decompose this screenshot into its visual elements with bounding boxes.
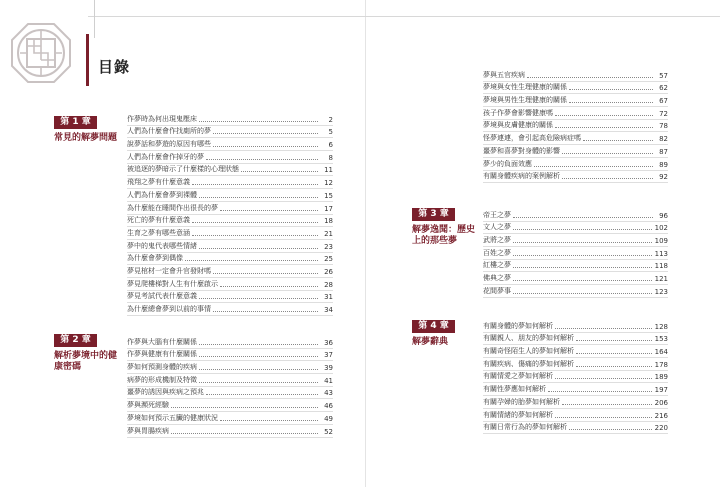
toc-entry-title: 人們為什麼會夢到裸體: [127, 190, 197, 199]
toc-entry-page: 31: [324, 293, 333, 302]
toc-entry[interactable]: [127, 336, 333, 349]
toc-entry-page: 49: [324, 414, 333, 423]
toc-entry-title: 有關孕婦的胎夢如何解析: [483, 397, 560, 406]
toc-entry-page: 6: [328, 141, 333, 150]
dot-leader: [171, 432, 318, 434]
toc-entry[interactable]: [483, 120, 668, 133]
toc-entry[interactable]: [127, 291, 333, 304]
toc-entry-title: 為什麼會夢到偶像: [127, 254, 183, 263]
toc-entry-page: 2: [328, 115, 333, 124]
toc-entry-title: 死亡的夢有什麼意義: [127, 216, 190, 225]
toc-entry[interactable]: [483, 409, 668, 422]
toc-entry-title: 作夢與大腦有什麼關係: [127, 337, 197, 346]
toc-entry-title: 人們為什麼會作找廁所的夢: [127, 127, 211, 136]
dot-leader: [562, 403, 652, 405]
toc-entry[interactable]: [127, 399, 333, 412]
toc-entry-title: 病夢的形成機制及特徵: [127, 375, 197, 384]
dot-leader: [199, 355, 318, 357]
chapter-badge: 第 3 章: [412, 208, 455, 221]
toc-entry-title: 夢少的負面效應: [483, 159, 532, 168]
dot-leader: [220, 285, 318, 287]
toc-entry[interactable]: [127, 215, 333, 228]
dot-leader: [213, 145, 318, 147]
toc-entry[interactable]: [483, 234, 668, 247]
toc-entry-page: 26: [324, 267, 333, 276]
toc-entry-title: 武將之夢: [483, 236, 511, 245]
toc-entry-page: 118: [654, 262, 668, 271]
dot-leader: [213, 132, 318, 134]
dot-leader: [185, 259, 318, 261]
toc-entry-page: 17: [324, 204, 333, 213]
toc-entry-title: 夢境與男性生理健康的關係: [483, 96, 567, 105]
toc-entry-title: 被追逐的夢暗示了什麼樣的心理狀態: [127, 165, 239, 174]
dot-leader: [513, 292, 652, 294]
toc-entry[interactable]: [127, 412, 333, 425]
toc-entry-title: 百姓之夢: [483, 248, 511, 257]
dot-leader: [555, 377, 652, 379]
toc-entry[interactable]: [127, 253, 333, 266]
toc-entry[interactable]: [483, 132, 668, 145]
dot-leader: [513, 216, 653, 218]
dot-leader: [220, 419, 318, 421]
toc-entry-title: 有關身體的夢如何解析: [483, 321, 553, 330]
chapter-title: 解夢辭典: [412, 337, 449, 347]
toc-entry-page: 39: [324, 364, 333, 373]
toc-entry[interactable]: [127, 425, 333, 438]
toc-entry-page: 89: [659, 160, 668, 169]
toc-entry[interactable]: [127, 349, 333, 362]
toc-entry[interactable]: [127, 227, 333, 240]
toc-entry[interactable]: [127, 164, 333, 177]
toc-entry[interactable]: [127, 126, 333, 139]
dot-leader: [213, 272, 318, 274]
dot-leader: [199, 343, 318, 345]
toc-entry-page: 109: [654, 237, 668, 246]
toc-entry-page: 5: [328, 128, 333, 137]
toc-entry[interactable]: [127, 138, 333, 151]
chapter-1-label: [54, 116, 118, 144]
toc-entry-title: 孩子作夢會影響健康嗎: [483, 108, 553, 117]
toc-entry[interactable]: [127, 374, 333, 387]
toc-entry-page: 128: [654, 322, 668, 331]
chapter-title: 解夢逸聞：歷史上的那些夢: [412, 225, 476, 246]
dot-leader: [555, 126, 653, 128]
dot-leader: [534, 165, 653, 167]
toc-entry-page: 52: [324, 427, 333, 436]
toc-entry-page: 8: [328, 153, 333, 162]
toc-entry[interactable]: [483, 69, 668, 82]
toc-entry-page: 113: [654, 249, 668, 258]
toc-entry-title: 夢中的鬼代表哪些情緒: [127, 241, 197, 250]
dot-leader: [206, 158, 318, 160]
header-divider: [94, 0, 95, 38]
toc-entry[interactable]: [483, 145, 668, 158]
toc-entry-page: 153: [654, 335, 668, 344]
toc-entry-page: 23: [324, 242, 333, 251]
dot-leader: [192, 234, 318, 236]
toc-entry-page: 72: [659, 109, 668, 118]
toc-entry[interactable]: [483, 209, 668, 222]
toc-entry-page: 82: [659, 135, 668, 144]
toc-entry-page: 11: [324, 166, 333, 175]
toc-entry-page: 92: [659, 173, 668, 182]
dot-leader: [555, 327, 652, 329]
toc-entry-page: 216: [654, 411, 668, 420]
toc-entry[interactable]: [483, 82, 668, 95]
dot-leader: [562, 177, 653, 179]
toc-entry[interactable]: [483, 383, 668, 396]
dot-leader: [213, 310, 318, 312]
toc-entry-title: 夢與瀕死經驗: [127, 401, 169, 410]
toc-entry-title: 夢如何預測身體的疾病: [127, 363, 197, 372]
dot-leader: [569, 101, 653, 103]
toc-entry[interactable]: [483, 371, 668, 384]
toc-entry-title: 有關日常行為的夢如何解析: [483, 423, 567, 432]
toc-entry-page: 15: [324, 191, 333, 200]
dot-leader: [555, 416, 652, 418]
toc-entry-title: 有關性夢應如何解析: [483, 385, 546, 394]
toc-entry-page: 220: [654, 424, 668, 433]
toc-entry-title: 花間夢事: [483, 286, 511, 295]
dot-leader: [555, 114, 653, 116]
toc-entry[interactable]: [483, 333, 668, 346]
toc-entry-title: 文人之夢: [483, 223, 511, 232]
dot-leader: [199, 297, 318, 299]
toc-entry-title: 作夢時為何出現鬼壓床: [127, 114, 197, 123]
toc-entry[interactable]: [483, 158, 668, 171]
toc-entry-title: 夢見爬樓梯對人生有什麼啟示: [127, 279, 218, 288]
dot-leader: [583, 139, 653, 141]
dot-leader: [513, 279, 652, 281]
toc-entry-page: 34: [324, 306, 333, 314]
toc-entry[interactable]: [127, 387, 333, 400]
toc-entry-page: 102: [654, 224, 668, 233]
toc-entry[interactable]: [483, 260, 668, 273]
toc-entry-title: 夢與五官疾病: [483, 70, 525, 79]
toc-entry-page: 178: [654, 360, 668, 369]
toc-entry[interactable]: [127, 278, 333, 291]
dot-leader: [199, 196, 318, 198]
title-accent-bar: [86, 34, 89, 86]
dot-leader: [548, 390, 652, 392]
dot-leader: [513, 266, 652, 268]
toc-entry-page: 37: [324, 351, 333, 360]
toc-entry-title: 紅樓之夢: [483, 261, 511, 270]
dot-leader: [171, 406, 318, 408]
dot-leader: [562, 152, 653, 154]
toc-entry-title: 夢見棺材一定會升官發財嗎: [127, 266, 211, 275]
chapter-3-label: [412, 208, 476, 247]
toc-entry[interactable]: [483, 358, 668, 371]
toc-entry-title: 有關情愛之夢如何解析: [483, 372, 553, 381]
toc-entry-page: 96: [659, 211, 668, 220]
dot-leader: [569, 88, 653, 90]
chapter-title: 常見的解夢問題: [54, 133, 118, 143]
toc-entry-page: 62: [659, 84, 668, 93]
dot-leader: [192, 221, 318, 223]
toc-entry-title: 說夢話和夢遊的原因有哪些: [127, 140, 211, 149]
toc-entry-title: 有關情緒的夢如何解析: [483, 410, 553, 419]
toc-entry-page: 87: [659, 147, 668, 156]
dot-leader: [576, 339, 652, 341]
dot-leader: [199, 247, 318, 249]
toc-entry-title: 夢見考試代表什麼意義: [127, 292, 197, 301]
toc-entry-title: 人們為什麼會作掉牙的夢: [127, 152, 204, 161]
toc-entry[interactable]: [483, 171, 668, 184]
toc-entry-title: 生育之夢有哪些意涵: [127, 228, 190, 237]
toc-entry-title: 夢與胃腸疾病: [127, 426, 169, 435]
chapter-badge: 第 1 章: [54, 116, 97, 129]
toc-entry-title: 有關親人、朋友的夢如何解析: [483, 334, 574, 343]
dot-leader: [576, 365, 652, 367]
chapter-1-toc: [127, 113, 333, 316]
toc-entry-title: 帝王之夢: [483, 210, 511, 219]
page-title: 目錄: [98, 58, 131, 76]
page-gutter: [365, 0, 366, 487]
chapter-2-toc: [127, 336, 333, 438]
chapter-2-toc-continued: [483, 69, 668, 183]
chapter-2-label: [54, 334, 118, 373]
toc-entry-page: 43: [324, 389, 333, 398]
toc-entry[interactable]: [127, 361, 333, 374]
chapter-badge: 第 4 章: [412, 320, 455, 333]
dot-leader: [527, 76, 653, 78]
toc-entry-title: 有關身體疾病的案例解析: [483, 172, 560, 181]
chapter-3-toc: [483, 209, 668, 298]
toc-entry[interactable]: [127, 113, 333, 126]
toc-entry-title: 飛翔之夢有什麼意義: [127, 178, 190, 187]
toc-entry[interactable]: [127, 176, 333, 189]
toc-entry[interactable]: [483, 247, 668, 260]
dot-leader: [241, 170, 318, 172]
chapter-4-label: [412, 320, 476, 348]
toc-entry-title: 噩夢和喜夢對身體的影響: [483, 146, 560, 155]
toc-entry-title: 有關疾病、傷痛的夢如何解析: [483, 359, 574, 368]
toc-entry-page: 206: [654, 398, 668, 407]
toc-entry-page: 197: [654, 386, 668, 395]
header-rule: [88, 16, 720, 17]
toc-entry-page: 21: [324, 229, 333, 238]
dot-leader: [569, 428, 652, 430]
toc-entry[interactable]: [483, 272, 668, 285]
toc-entry[interactable]: [483, 422, 668, 435]
toc-entry-page: 46: [324, 402, 333, 411]
toc-entry[interactable]: [483, 94, 668, 107]
toc-entry-page: 67: [659, 97, 668, 106]
toc-entry[interactable]: [483, 320, 668, 333]
toc-entry[interactable]: [483, 396, 668, 409]
toc-entry[interactable]: [483, 107, 668, 120]
dot-leader: [192, 183, 318, 185]
toc-entry[interactable]: [127, 265, 333, 278]
chapter-title: 解析夢境中的健康密碼: [54, 351, 118, 372]
toc-entry[interactable]: [127, 202, 333, 215]
toc-entry-page: 78: [659, 122, 668, 131]
toc-entry[interactable]: [127, 189, 333, 202]
dot-leader: [513, 228, 652, 230]
toc-entry-page: 57: [659, 71, 668, 80]
toc-entry[interactable]: [127, 240, 333, 253]
chapter-badge: 第 2 章: [54, 334, 97, 347]
toc-entry-title: 夢境與皮膚健康的關係: [483, 121, 553, 130]
dot-leader: [199, 368, 318, 370]
toc-entry-title: 有關奇怪陌生人的夢如何解析: [483, 347, 574, 356]
toc-entry-page: 18: [324, 217, 333, 226]
toc-entry-title: 怪夢連連，會引起高危險病症嗎: [483, 134, 581, 143]
toc-entry-title: 佛典之夢: [483, 274, 511, 283]
toc-entry-page: 189: [654, 373, 668, 382]
dot-leader: [206, 393, 318, 395]
toc-entry-title: 夢境如何預示五臟的健康狀況: [127, 413, 218, 422]
dot-leader: [220, 209, 318, 211]
toc-entry[interactable]: [483, 285, 668, 298]
dot-leader: [513, 254, 652, 256]
toc-entry[interactable]: [127, 151, 333, 164]
toc-entry-title: 噩夢的誘因與疾病之預兆: [127, 388, 204, 397]
toc-entry-page: 41: [324, 376, 333, 385]
toc-entry-title: 為什麼能在睡間作出很長的夢: [127, 203, 218, 212]
toc-entry-page: 25: [324, 255, 333, 264]
toc-entry[interactable]: [483, 345, 668, 358]
dot-leader: [513, 241, 652, 243]
toc-entry-page: 164: [654, 348, 668, 357]
toc-entry-page: 121: [654, 275, 668, 284]
toc-entry[interactable]: [127, 303, 333, 316]
chinese-lattice-ornament-icon: [10, 22, 72, 84]
dot-leader: [199, 381, 318, 383]
toc-entry-page: 123: [654, 287, 668, 296]
toc-entry-page: 12: [324, 179, 333, 188]
toc-entry-page: 28: [324, 280, 333, 289]
dot-leader: [199, 120, 318, 122]
toc-entry-title: 夢境與女性生理健康的關係: [483, 83, 567, 92]
toc-entry-title: 為什麼總會夢到以前的事情: [127, 305, 211, 313]
toc-entry-title: 作夢與健康有什麼關係: [127, 350, 197, 359]
chapter-4-toc: [483, 320, 668, 434]
dot-leader: [576, 352, 652, 354]
toc-entry[interactable]: [483, 222, 668, 235]
toc-entry-page: 36: [324, 338, 333, 347]
